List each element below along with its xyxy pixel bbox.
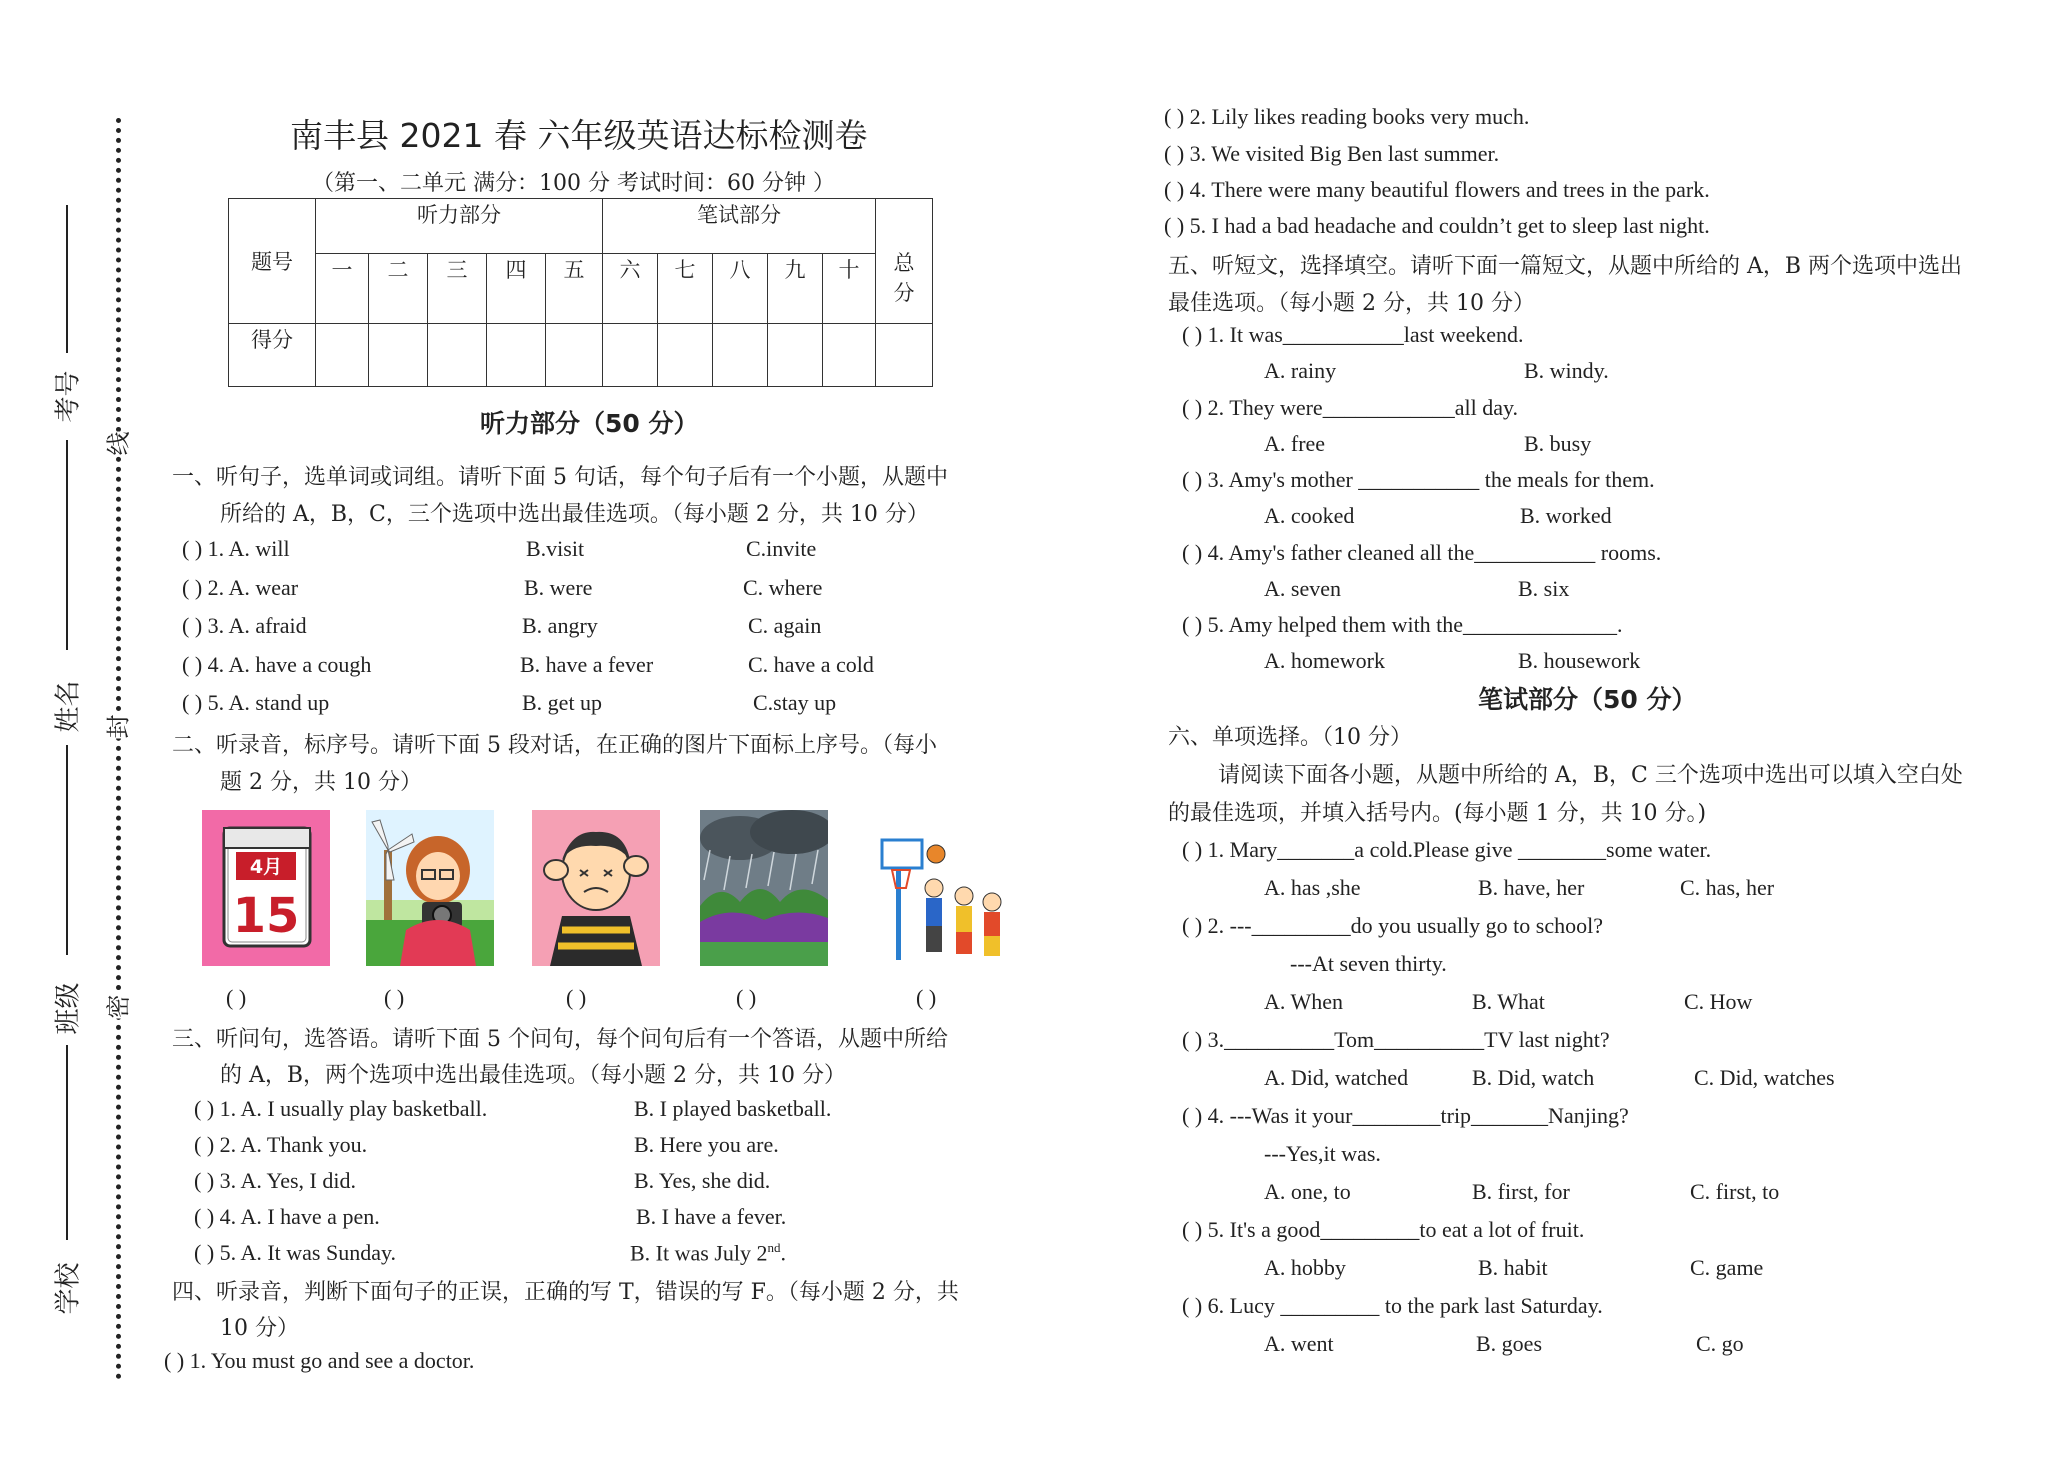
part4-statement-2: ( ) 2. Lily likes reading books very much. — [1164, 104, 1530, 129]
picture-answer-blank[interactable]: ( ) — [736, 985, 757, 1010]
part5-option-a: A. rainy — [1264, 358, 1337, 383]
question-number: 一 — [316, 254, 369, 324]
part1-question-2: ( ) 2. A. wear — [182, 575, 299, 600]
part1-option-c: C. where — [743, 575, 823, 600]
part2-instruction-line1: 二、听录音，标序号。请听下面 5 段对话，在正确的图片下面标上序号。（每小 — [172, 733, 937, 758]
part1-instruction-line1: 一、听句子，选单词或词组。请听下面 5 句话，每个句子后有一个小题，从题中 — [172, 465, 948, 490]
part5-instruction-line2: 最佳选项。（每小题 2 分，共 10 分） — [1168, 291, 1535, 316]
binding-fill-line — [66, 1045, 68, 1240]
part6-dialog-answer: ---Yes,it was. — [1264, 1141, 1381, 1166]
question-number: 九 — [768, 254, 823, 324]
part6-option-a: A. Did, watched — [1264, 1065, 1409, 1090]
part6-option-b: B. Did, watch — [1472, 1065, 1595, 1090]
part5-option-b: B. six — [1518, 576, 1570, 601]
part5-instruction-line1: 五、听短文，选择填空。请听下面一篇短文，从题中所给的 A，B 两个选项中选出 — [1168, 254, 1963, 279]
part1-option-b: B. angry — [522, 613, 598, 638]
part6-option-a: A. When — [1264, 989, 1344, 1014]
picture-storm — [700, 810, 828, 966]
part1-question-1: ( ) 1. A. will — [182, 536, 290, 561]
part1-question-4: ( ) 4. A. have a cough — [182, 652, 372, 677]
part1-option-c: C. have a cold — [748, 652, 874, 677]
part3-option-b: B. I have a fever. — [636, 1204, 787, 1229]
score-cell[interactable] — [603, 324, 658, 387]
part6-question-4: ( ) 4. ---Was it your________trip_______Nanjing? — [1182, 1103, 1629, 1128]
score-cell[interactable] — [487, 324, 546, 387]
binding-label-school: 学校 — [53, 1262, 84, 1315]
score-cell[interactable] — [316, 324, 369, 387]
binding-label-class: 班级 — [53, 982, 84, 1035]
part3-question-3: ( ) 3. A. Yes, I did. — [194, 1168, 356, 1193]
question-number: 五 — [546, 254, 603, 324]
question-number: 七 — [658, 254, 713, 324]
part6-option-c: C. How — [1684, 989, 1753, 1014]
row-label-score: 得分 — [229, 324, 316, 387]
score-cell[interactable] — [768, 324, 823, 387]
question-number: 三 — [428, 254, 487, 324]
binding-label-name: 姓名 — [53, 680, 84, 733]
part6-option-b: B. goes — [1476, 1331, 1542, 1356]
part6-option-b: B. first, for — [1472, 1179, 1570, 1204]
part3-option-b: B. Here you are. — [634, 1132, 779, 1157]
part1-instruction-line2: 所给的 A，B，C，三个选项中选出最佳选项。（每小题 2 分，共 10 分） — [220, 502, 929, 527]
part6-option-c: C. Did, watches — [1694, 1065, 1835, 1090]
part6-question-5: ( ) 5. It's a good_________to eat a lot of fruit. — [1182, 1217, 1585, 1242]
part5-option-a: A. free — [1264, 431, 1326, 456]
question-number: 二 — [369, 254, 428, 324]
part1-option-c: C. again — [748, 613, 822, 638]
part1-question-5: ( ) 5. A. stand up — [182, 690, 330, 715]
picture-answer-blank[interactable]: ( ) — [916, 985, 937, 1010]
girl-camera-icon — [366, 810, 494, 966]
part6-option-b: B. habit — [1478, 1255, 1548, 1280]
part1-option-b: B. get up — [522, 690, 603, 715]
part6-question-6: ( ) 6. Lucy _________ to the park last Saturday. — [1182, 1293, 1603, 1318]
group-writing: 笔试部分 — [603, 199, 876, 254]
picture-answer-blank[interactable]: ( ) — [226, 985, 247, 1010]
part1-option-b: B.visit — [526, 536, 585, 561]
part1-question-3: ( ) 3. A. afraid — [182, 613, 307, 638]
binding-fill-line — [66, 745, 68, 955]
part6-question-2: ( ) 2. ---_________do you usually go to school? — [1182, 913, 1603, 938]
part4-statement-3: ( ) 3. We visited Big Ben last summer. — [1164, 141, 1500, 166]
headache-icon — [532, 810, 660, 966]
part2-instruction-line2: 题 2 分，共 10 分） — [220, 770, 422, 795]
writing-heading: 笔试部分（50 分） — [1478, 685, 1697, 714]
part6-option-c: C. go — [1696, 1331, 1744, 1356]
binding-fill-line — [66, 205, 68, 353]
part6-option-a: A. one, to — [1264, 1179, 1351, 1204]
score-cell[interactable] — [823, 324, 876, 387]
part4-statement-5: ( ) 5. I had a bad headache and couldn’t get to sleep last night. — [1164, 213, 1710, 238]
part3-option-b: B. Yes, she did. — [634, 1168, 771, 1193]
part5-option-a: A. seven — [1264, 576, 1341, 601]
question-number: 八 — [713, 254, 768, 324]
seal-word-secret: 密 — [95, 995, 138, 1019]
part1-option-b: B. have a fever — [520, 652, 654, 677]
binding-fill-line — [66, 440, 68, 650]
part6-question-1: ( ) 1. Mary_______a cold.Please give ________some water. — [1182, 837, 1712, 862]
part4-statement-4: ( ) 4. There were many beautiful flowers and trees in the park. — [1164, 177, 1710, 202]
exam-subtitle: （第一、二单元 满分：100 分 考试时间：60 分钟 ） — [312, 171, 835, 196]
part5-question-1: ( ) 1. It was___________last weekend. — [1182, 322, 1524, 347]
part5-option-b: B. windy. — [1524, 358, 1609, 383]
score-cell[interactable] — [713, 324, 768, 387]
total-header: 总分 — [876, 199, 933, 324]
part5-question-3: ( ) 3. Amy's mother ___________ the meals for them. — [1182, 467, 1655, 492]
part3-instruction-line1: 三、听问句，选答语。请听下面 5 个问句，每个问句后有一个答语，从题中所给 — [172, 1027, 948, 1052]
part6-instruction-line1: 请阅读下面各小题，从题中所给的 A，B，C 三个选项中选出可以填入空白处 — [1218, 763, 1963, 788]
part6-option-b: B. What — [1472, 989, 1545, 1014]
part6-option-c: C. has, her — [1680, 875, 1775, 900]
part3-instruction-line2: 的 A，B，两个选项中选出最佳选项。（每小题 2 分，共 10 分） — [220, 1063, 847, 1088]
part6-instruction-line2: 的最佳选项，并填入括号内。(每小题 1 分，共 10 分。) — [1168, 801, 1707, 826]
part6-title: 六、单项选择。（10 分） — [1168, 725, 1412, 750]
part3-question-5: ( ) 5. A. It was Sunday. — [194, 1240, 397, 1265]
picture-answer-blank[interactable]: ( ) — [566, 985, 587, 1010]
picture-girl-camera — [366, 810, 494, 966]
part6-option-c: C. game — [1690, 1255, 1764, 1280]
score-cell[interactable] — [876, 324, 933, 387]
part3-question-1: ( ) 1. A. I usually play basketball. — [194, 1096, 488, 1121]
part6-option-c: C. first, to — [1690, 1179, 1780, 1204]
basketball-icon — [876, 810, 1016, 966]
group-listening: 听力部分 — [316, 199, 603, 254]
seal-word-line: 线 — [95, 432, 138, 456]
picture-answer-blank[interactable]: ( ) — [384, 985, 405, 1010]
score-cell[interactable] — [428, 324, 487, 387]
part5-option-b: B. housework — [1518, 648, 1641, 673]
score-cell[interactable] — [658, 324, 713, 387]
part5-option-a: A. cooked — [1264, 503, 1355, 528]
exam-title: 南丰县 2021 春 六年级英语达标检测卷 — [290, 116, 868, 155]
part5-question-2: ( ) 2. They were____________all day. — [1182, 395, 1519, 420]
part6-option-a: A. has ,she — [1264, 875, 1361, 900]
part4-statement-1: ( ) 1. You must go and see a doctor. — [164, 1348, 475, 1373]
picture-basketball — [876, 810, 1016, 966]
part6-question-3: ( ) 3.__________Tom__________TV last night? — [1182, 1027, 1610, 1052]
part1-option-c: C.stay up — [753, 690, 837, 715]
calendar-month: 4月 — [249, 856, 283, 878]
score-cell[interactable] — [369, 324, 428, 387]
picture-headache — [532, 810, 660, 966]
part3-question-4: ( ) 4. A. I have a pen. — [194, 1204, 380, 1229]
picture-calendar — [202, 810, 330, 966]
part6-option-a: A. went — [1264, 1331, 1334, 1356]
part6-option-b: B. have, her — [1478, 875, 1585, 900]
question-number: 十 — [823, 254, 876, 324]
storm-icon — [700, 810, 828, 966]
part5-question-4: ( ) 4. Amy's father cleaned all the___________ rooms. — [1182, 540, 1662, 565]
listening-heading: 听力部分（50 分） — [480, 409, 699, 438]
part1-option-b: B. were — [524, 575, 593, 600]
score-table — [228, 198, 933, 387]
part5-option-b: B. busy — [1524, 431, 1592, 456]
part4-instruction-line1: 四、听录音，判断下面句子的正误，正确的写 T，错误的写 F。（每小题 2 分，共 — [172, 1280, 959, 1305]
part3-option-b-date: B. It was July 2nd. — [630, 1240, 786, 1266]
part5-option-a: A. homework — [1264, 648, 1385, 673]
binding-label-exam-number: 考号 — [53, 370, 84, 423]
part6-dialog-answer: ---At seven thirty. — [1290, 951, 1447, 976]
score-cell[interactable] — [546, 324, 603, 387]
part6-option-a: A. hobby — [1264, 1255, 1346, 1280]
part3-option-b: B. I played basketball. — [634, 1096, 832, 1121]
seal-word-seal: 封 — [95, 715, 138, 739]
question-number: 四 — [487, 254, 546, 324]
calendar-icon — [202, 810, 330, 966]
question-number: 六 — [603, 254, 658, 324]
part5-option-b: B. worked — [1520, 503, 1612, 528]
part3-question-2: ( ) 2. A. Thank you. — [194, 1132, 368, 1157]
seal-dotted-line — [116, 118, 121, 1380]
part1-option-c: C.invite — [746, 536, 817, 561]
part4-instruction-line2: 10 分） — [220, 1316, 299, 1341]
part5-question-5: ( ) 5. Amy helped them with the______________. — [1182, 612, 1623, 637]
calendar-day: 15 — [232, 888, 300, 944]
row-label-question-number: 题号 — [229, 199, 316, 324]
